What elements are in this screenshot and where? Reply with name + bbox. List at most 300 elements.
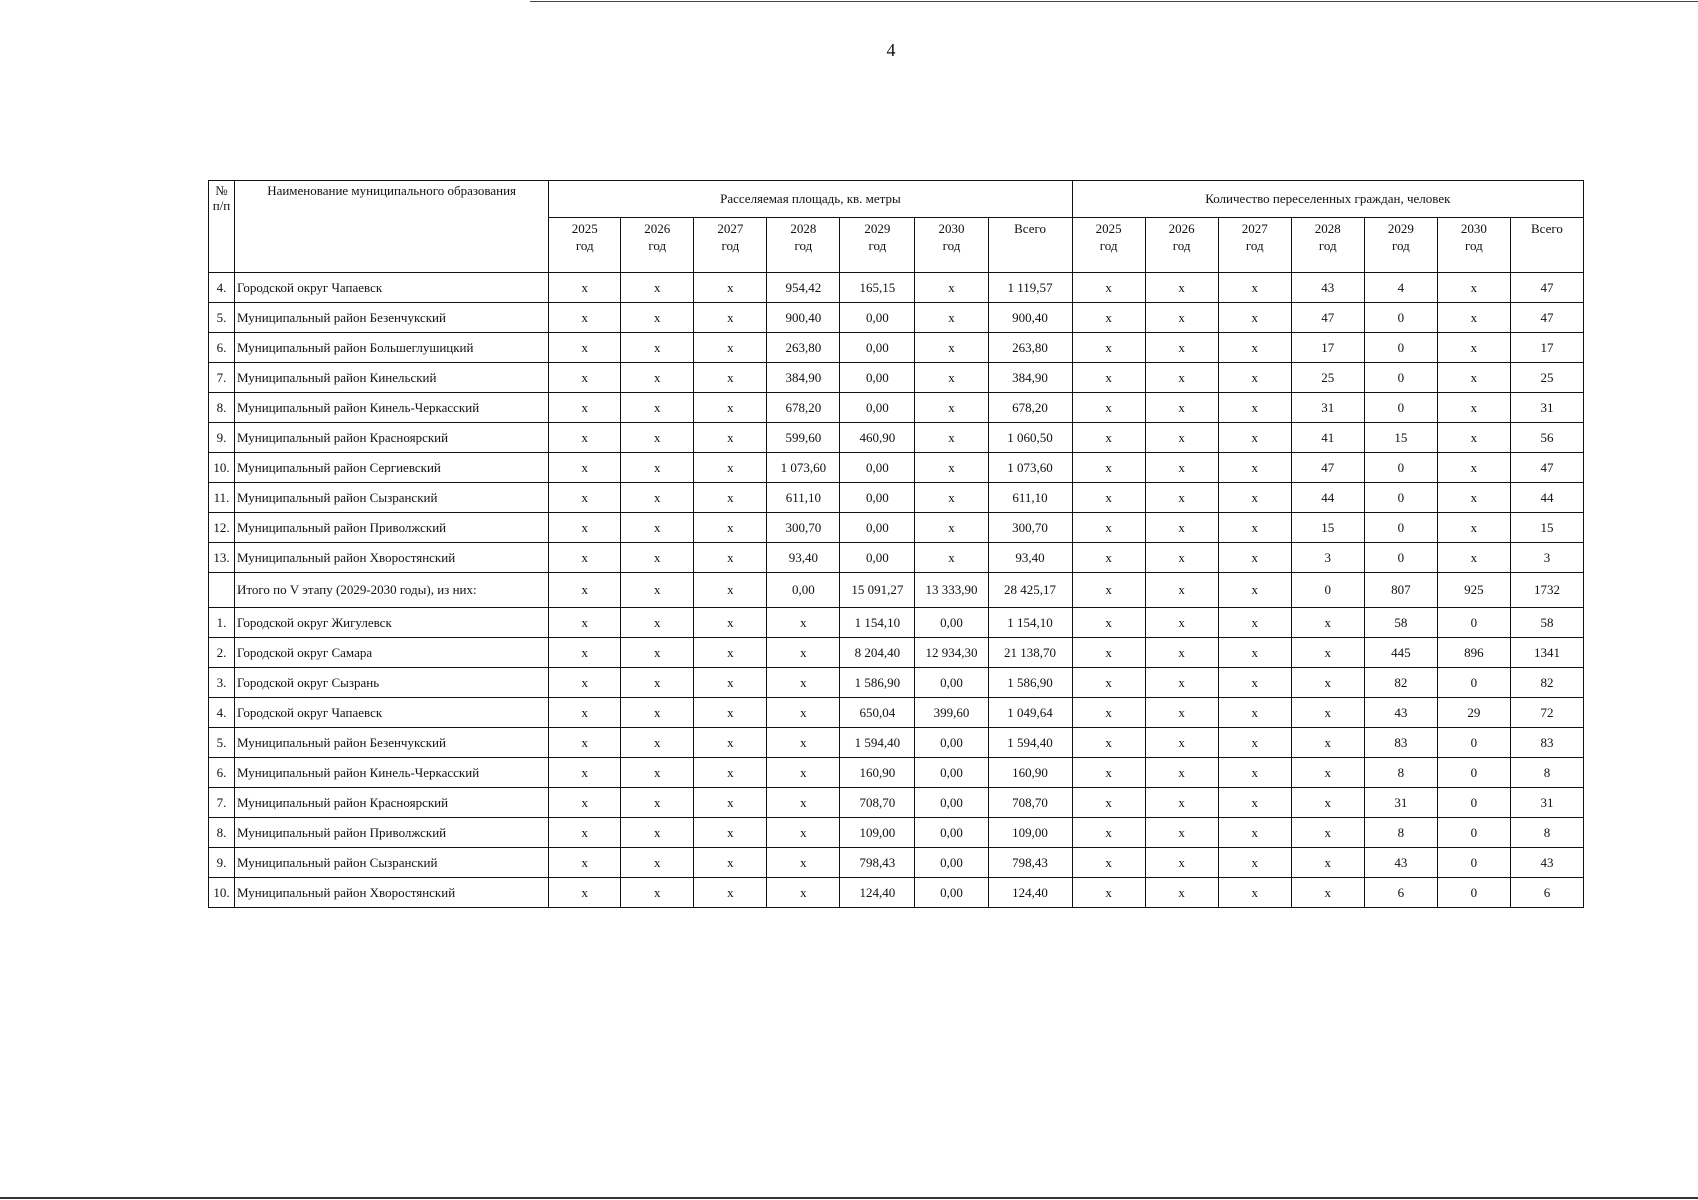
table-row: [209, 638, 1584, 668]
cell-people: x: [1145, 638, 1218, 668]
header-area-total: Всего: [988, 218, 1072, 273]
cell-area: 28 425,17: [988, 573, 1072, 608]
cell-people: x: [1145, 573, 1218, 608]
cell-people: 31: [1510, 788, 1583, 818]
cell-area: 1 586,90: [840, 668, 915, 698]
header-area-year-2028: [767, 218, 840, 273]
row-municipality-name: Городской округ Сызрань: [235, 668, 549, 698]
cell-people: 0: [1364, 453, 1437, 483]
cell-area: x: [694, 608, 767, 638]
table-total-row: [209, 573, 1584, 608]
cell-people: 43: [1291, 273, 1364, 303]
cell-people: 0: [1437, 668, 1510, 698]
cell-area: x: [915, 333, 988, 363]
cell-area: 0,00: [915, 788, 988, 818]
cell-area: x: [915, 513, 988, 543]
row-number: 13.: [209, 543, 235, 573]
cell-area: x: [549, 363, 621, 393]
cell-area: x: [915, 363, 988, 393]
row-municipality-name: Городской округ Чапаевск: [235, 698, 549, 728]
row-number: 6.: [209, 333, 235, 363]
cell-area: x: [549, 273, 621, 303]
cell-people: x: [1072, 423, 1145, 453]
cell-people: x: [1218, 513, 1291, 543]
table-row: [209, 668, 1584, 698]
cell-area: 1 049,64: [988, 698, 1072, 728]
cell-people: x: [1145, 698, 1218, 728]
table-row: [209, 273, 1584, 303]
row-municipality-name: Городской округ Чапаевск: [235, 273, 549, 303]
cell-area: x: [621, 483, 694, 513]
header-area-year-2030: [915, 218, 988, 273]
cell-people: 0: [1364, 333, 1437, 363]
cell-area: x: [694, 423, 767, 453]
cell-area: x: [694, 848, 767, 878]
cell-people: 0: [1437, 608, 1510, 638]
cell-people: 6: [1510, 878, 1583, 908]
cell-people: x: [1437, 483, 1510, 513]
cell-people: x: [1072, 333, 1145, 363]
cell-people: x: [1145, 608, 1218, 638]
cell-area: x: [549, 333, 621, 363]
cell-people: 0: [1437, 788, 1510, 818]
header-year-value: 2030: [938, 221, 965, 236]
cell-area: x: [694, 303, 767, 333]
cell-people: x: [1437, 333, 1510, 363]
cell-area: x: [694, 573, 767, 608]
table-row: [209, 818, 1584, 848]
cell-area: 300,70: [767, 513, 840, 543]
row-municipality-name: Муниципальный район Сызранский: [235, 848, 549, 878]
cell-area: 13 333,90: [915, 573, 988, 608]
cell-area: x: [694, 453, 767, 483]
header-year-value: 2029: [864, 221, 891, 236]
cell-people: x: [1072, 273, 1145, 303]
cell-people: x: [1072, 818, 1145, 848]
cell-area: x: [915, 393, 988, 423]
header-area-year-2025: [549, 218, 621, 273]
cell-area: 611,10: [767, 483, 840, 513]
cell-people: 41: [1291, 423, 1364, 453]
cell-people: x: [1218, 638, 1291, 668]
header-year-value: 2025: [571, 221, 598, 236]
cell-area: 0,00: [915, 848, 988, 878]
cell-area: 263,80: [767, 333, 840, 363]
cell-people: x: [1437, 273, 1510, 303]
cell-people: x: [1072, 303, 1145, 333]
header-year-unit: год: [1318, 238, 1337, 253]
cell-area: 0,00: [840, 483, 915, 513]
table-row: [209, 608, 1584, 638]
header-people-year-2026: [1145, 218, 1218, 273]
row-municipality-name: Муниципальный район Красноярский: [235, 788, 549, 818]
cell-area: x: [915, 273, 988, 303]
row-municipality-name: Муниципальный район Сызранский: [235, 483, 549, 513]
cell-people: x: [1145, 818, 1218, 848]
header-col-no: № п/п: [209, 181, 235, 273]
table-row: [209, 333, 1584, 363]
cell-people: x: [1291, 638, 1364, 668]
cell-area: 1 154,10: [988, 608, 1072, 638]
header-people-year-2029: [1364, 218, 1437, 273]
cell-area: 1 073,60: [767, 453, 840, 483]
cell-area: 1 594,40: [988, 728, 1072, 758]
cell-people: x: [1072, 668, 1145, 698]
row-municipality-name: Муниципальный район Большеглушицкий: [235, 333, 549, 363]
row-municipality-name: Итого по V этапу (2029-2030 годы), из них:: [235, 573, 549, 608]
cell-people: 47: [1291, 453, 1364, 483]
header-area-year-2027: [694, 218, 767, 273]
row-municipality-name: Муниципальный район Кинельский: [235, 363, 549, 393]
cell-people: 47: [1510, 453, 1583, 483]
row-number: [209, 573, 235, 608]
table-row: [209, 698, 1584, 728]
cell-people: x: [1291, 728, 1364, 758]
cell-people: x: [1291, 668, 1364, 698]
cell-area: 0,00: [915, 878, 988, 908]
table-row: [209, 363, 1584, 393]
cell-people: x: [1072, 513, 1145, 543]
row-number: 11.: [209, 483, 235, 513]
cell-people: 8: [1510, 758, 1583, 788]
cell-people: x: [1291, 698, 1364, 728]
cell-people: 47: [1510, 303, 1583, 333]
cell-people: x: [1218, 878, 1291, 908]
cell-area: x: [915, 423, 988, 453]
cell-area: x: [621, 363, 694, 393]
row-number: 10.: [209, 878, 235, 908]
cell-area: 460,90: [840, 423, 915, 453]
cell-people: 44: [1291, 483, 1364, 513]
cell-area: 0,00: [840, 303, 915, 333]
cell-area: x: [549, 668, 621, 698]
cell-area: 678,20: [767, 393, 840, 423]
cell-people: x: [1072, 453, 1145, 483]
header-year-unit: год: [1464, 238, 1483, 253]
cell-people: x: [1218, 668, 1291, 698]
header-year-value: 2029: [1387, 221, 1414, 236]
cell-people: x: [1072, 878, 1145, 908]
cell-people: 3: [1510, 543, 1583, 573]
cell-area: x: [549, 758, 621, 788]
cell-area: x: [621, 818, 694, 848]
header-year-unit: год: [575, 238, 594, 253]
cell-area: 399,60: [915, 698, 988, 728]
cell-people: 0: [1364, 483, 1437, 513]
cell-people: 0: [1364, 513, 1437, 543]
cell-area: x: [549, 818, 621, 848]
cell-area: 263,80: [988, 333, 1072, 363]
cell-area: x: [694, 818, 767, 848]
cell-area: 0,00: [915, 728, 988, 758]
cell-people: 0: [1291, 573, 1364, 608]
header-people-year-2030: [1437, 218, 1510, 273]
cell-people: 58: [1510, 608, 1583, 638]
cell-area: x: [694, 638, 767, 668]
cell-people: x: [1218, 453, 1291, 483]
header-year-unit: год: [1391, 238, 1410, 253]
cell-area: x: [767, 878, 840, 908]
row-number: 3.: [209, 668, 235, 698]
cell-people: 6: [1364, 878, 1437, 908]
cell-area: 954,42: [767, 273, 840, 303]
cell-area: x: [621, 543, 694, 573]
cell-area: x: [621, 878, 694, 908]
row-number: 2.: [209, 638, 235, 668]
header-year-unit: год: [868, 238, 887, 253]
cell-area: 124,40: [988, 878, 1072, 908]
header-year-value: 2028: [790, 221, 817, 236]
cell-area: 93,40: [767, 543, 840, 573]
cell-area: x: [767, 668, 840, 698]
cell-people: 0: [1437, 728, 1510, 758]
cell-people: x: [1291, 608, 1364, 638]
cell-area: x: [549, 788, 621, 818]
cell-area: x: [915, 303, 988, 333]
cell-people: x: [1218, 483, 1291, 513]
header-year-unit: год: [1172, 238, 1191, 253]
cell-people: 0: [1437, 818, 1510, 848]
cell-people: x: [1218, 333, 1291, 363]
cell-area: x: [549, 423, 621, 453]
cell-area: x: [694, 698, 767, 728]
row-number: 7.: [209, 788, 235, 818]
header-year-value: 2026: [644, 221, 671, 236]
header-area-year-2029: [840, 218, 915, 273]
cell-area: x: [549, 573, 621, 608]
row-municipality-name: Муниципальный район Сергиевский: [235, 453, 549, 483]
cell-people: 17: [1291, 333, 1364, 363]
cell-area: x: [621, 303, 694, 333]
cell-people: 1732: [1510, 573, 1583, 608]
cell-area: x: [694, 483, 767, 513]
cell-people: 0: [1364, 543, 1437, 573]
header-year-unit: год: [942, 238, 961, 253]
cell-people: 25: [1510, 363, 1583, 393]
cell-people: x: [1291, 818, 1364, 848]
cell-area: x: [767, 698, 840, 728]
cell-area: x: [549, 303, 621, 333]
cell-area: x: [694, 788, 767, 818]
cell-people: 0: [1364, 393, 1437, 423]
row-municipality-name: Муниципальный район Хворостянский: [235, 878, 549, 908]
cell-area: 0,00: [840, 543, 915, 573]
cell-area: x: [694, 393, 767, 423]
row-number: 1.: [209, 608, 235, 638]
cell-people: x: [1145, 333, 1218, 363]
cell-people: x: [1218, 788, 1291, 818]
row-number: 5.: [209, 728, 235, 758]
table-row: [209, 513, 1584, 543]
cell-area: x: [549, 543, 621, 573]
row-number: 10.: [209, 453, 235, 483]
row-municipality-name: Муниципальный район Кинель-Черкасский: [235, 758, 549, 788]
cell-people: 47: [1291, 303, 1364, 333]
cell-people: 8: [1364, 758, 1437, 788]
cell-people: 31: [1510, 393, 1583, 423]
cell-area: x: [621, 698, 694, 728]
cell-area: x: [694, 273, 767, 303]
cell-area: 599,60: [767, 423, 840, 453]
cell-area: 124,40: [840, 878, 915, 908]
cell-people: 29: [1437, 698, 1510, 728]
cell-people: 925: [1437, 573, 1510, 608]
row-municipality-name: Муниципальный район Кинель-Черкасский: [235, 393, 549, 423]
cell-people: 807: [1364, 573, 1437, 608]
table-row: [209, 543, 1584, 573]
cell-area: x: [767, 818, 840, 848]
cell-people: 83: [1510, 728, 1583, 758]
scan-edge-bottom: [0, 1197, 1698, 1199]
cell-people: 896: [1437, 638, 1510, 668]
cell-area: 1 594,40: [840, 728, 915, 758]
cell-people: x: [1072, 698, 1145, 728]
cell-area: x: [915, 483, 988, 513]
cell-area: 0,00: [840, 453, 915, 483]
cell-area: x: [549, 878, 621, 908]
cell-area: x: [621, 638, 694, 668]
cell-area: x: [621, 453, 694, 483]
cell-people: x: [1145, 513, 1218, 543]
cell-people: 8: [1510, 818, 1583, 848]
cell-area: x: [694, 758, 767, 788]
cell-people: x: [1072, 393, 1145, 423]
header-area-year-2026: [621, 218, 694, 273]
cell-area: x: [767, 788, 840, 818]
cell-area: 1 060,50: [988, 423, 1072, 453]
cell-area: 109,00: [988, 818, 1072, 848]
page-number: 4: [886, 40, 896, 60]
cell-area: 708,70: [840, 788, 915, 818]
cell-area: 8 204,40: [840, 638, 915, 668]
cell-people: 47: [1510, 273, 1583, 303]
cell-area: x: [621, 393, 694, 423]
row-municipality-name: Муниципальный район Безенчукский: [235, 728, 549, 758]
cell-people: 31: [1291, 393, 1364, 423]
cell-people: x: [1072, 638, 1145, 668]
cell-area: x: [621, 728, 694, 758]
cell-people: x: [1145, 273, 1218, 303]
header-people-year-2027: [1218, 218, 1291, 273]
cell-area: x: [549, 513, 621, 543]
cell-people: 43: [1510, 848, 1583, 878]
cell-area: 0,00: [840, 333, 915, 363]
cell-area: 15 091,27: [840, 573, 915, 608]
cell-area: 708,70: [988, 788, 1072, 818]
cell-area: x: [621, 513, 694, 543]
cell-people: x: [1145, 728, 1218, 758]
cell-people: x: [1145, 303, 1218, 333]
cell-area: x: [694, 333, 767, 363]
cell-area: 0,00: [840, 513, 915, 543]
cell-people: 15: [1510, 513, 1583, 543]
cell-people: x: [1291, 878, 1364, 908]
header-year-unit: год: [721, 238, 740, 253]
table-row: [209, 758, 1584, 788]
cell-people: x: [1218, 573, 1291, 608]
cell-area: x: [621, 758, 694, 788]
table-row: [209, 483, 1584, 513]
cell-area: 1 154,10: [840, 608, 915, 638]
row-municipality-name: Муниципальный район Приволжский: [235, 818, 549, 848]
cell-people: x: [1072, 788, 1145, 818]
cell-area: 384,90: [767, 363, 840, 393]
cell-area: x: [694, 878, 767, 908]
cell-area: x: [694, 728, 767, 758]
cell-area: 160,90: [840, 758, 915, 788]
cell-people: x: [1437, 393, 1510, 423]
cell-area: 611,10: [988, 483, 1072, 513]
cell-people: 0: [1437, 878, 1510, 908]
cell-people: x: [1437, 363, 1510, 393]
cell-area: 798,43: [840, 848, 915, 878]
row-municipality-name: Муниципальный район Приволжский: [235, 513, 549, 543]
cell-people: 3: [1291, 543, 1364, 573]
cell-people: x: [1218, 848, 1291, 878]
header-year-unit: год: [1245, 238, 1264, 253]
cell-area: 0,00: [915, 758, 988, 788]
cell-area: x: [549, 453, 621, 483]
cell-people: 44: [1510, 483, 1583, 513]
cell-people: x: [1072, 573, 1145, 608]
cell-people: 25: [1291, 363, 1364, 393]
cell-people: 1341: [1510, 638, 1583, 668]
cell-area: x: [621, 423, 694, 453]
table-row: [209, 878, 1584, 908]
cell-people: 15: [1364, 423, 1437, 453]
cell-area: x: [621, 608, 694, 638]
cell-area: 93,40: [988, 543, 1072, 573]
cell-people: 445: [1364, 638, 1437, 668]
cell-area: 1 586,90: [988, 668, 1072, 698]
table-row: [209, 393, 1584, 423]
cell-area: x: [549, 848, 621, 878]
cell-people: x: [1437, 453, 1510, 483]
cell-area: x: [621, 273, 694, 303]
table-row: [209, 423, 1584, 453]
table-row: [209, 788, 1584, 818]
cell-area: 650,04: [840, 698, 915, 728]
cell-people: x: [1437, 303, 1510, 333]
cell-people: x: [1218, 608, 1291, 638]
cell-people: x: [1291, 788, 1364, 818]
cell-people: x: [1145, 483, 1218, 513]
cell-people: x: [1145, 668, 1218, 698]
cell-area: x: [621, 333, 694, 363]
cell-area: 384,90: [988, 363, 1072, 393]
cell-people: 31: [1364, 788, 1437, 818]
cell-people: x: [1072, 483, 1145, 513]
row-number: 7.: [209, 363, 235, 393]
cell-area: 300,70: [988, 513, 1072, 543]
table-row: [209, 453, 1584, 483]
cell-area: 0,00: [840, 363, 915, 393]
cell-area: x: [767, 848, 840, 878]
cell-people: x: [1145, 393, 1218, 423]
header-year-value: 2026: [1168, 221, 1195, 236]
cell-people: 0: [1437, 758, 1510, 788]
row-number: 9.: [209, 848, 235, 878]
cell-people: x: [1145, 453, 1218, 483]
cell-area: 900,40: [988, 303, 1072, 333]
header-year-value: 2028: [1314, 221, 1341, 236]
cell-area: x: [767, 608, 840, 638]
cell-people: 0: [1364, 303, 1437, 333]
cell-people: x: [1218, 423, 1291, 453]
row-municipality-name: Городской округ Жигулевск: [235, 608, 549, 638]
cell-people: 8: [1364, 818, 1437, 848]
cell-area: x: [549, 728, 621, 758]
